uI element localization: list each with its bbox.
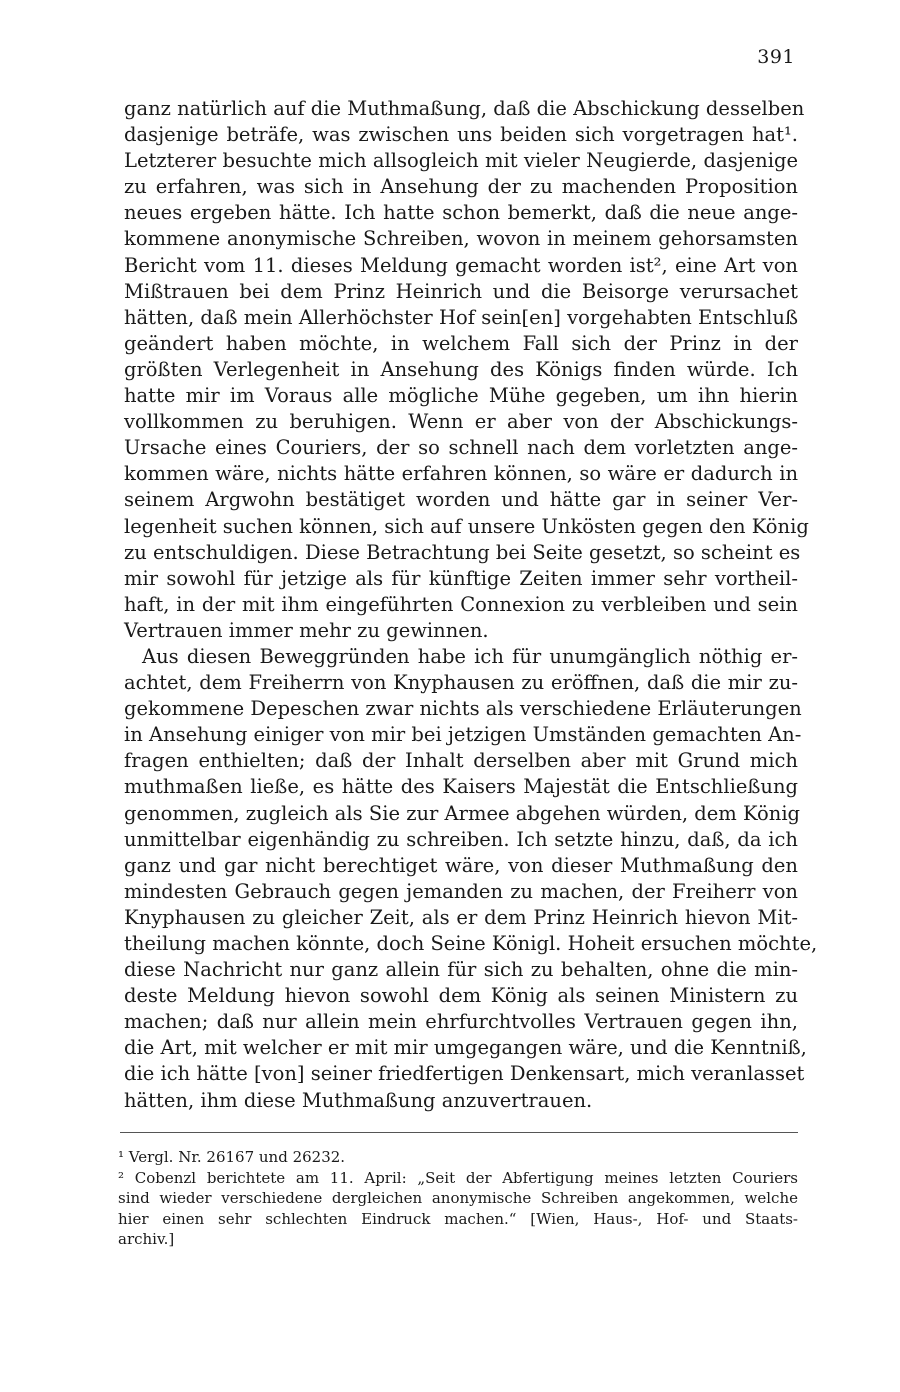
footnote-line: ¹ Vergl. Nr. 26167 und 26232. (118, 1148, 346, 1166)
footnote-line: sind wieder verschiedene dergleichen anonymische Schreiben angekommen, welche (118, 1189, 798, 1207)
text-line: Aus diesen Beweggründen habe ich für unumgänglich nöthig er- (142, 644, 798, 668)
text-line: vollkommen zu beruhigen. Wenn er aber von der Abschickungs- (124, 410, 798, 434)
text-line: zu erfahren, was sich in Ansehung der zu machenden Proposition (124, 175, 798, 199)
text-line: unmittelbar eigenhändig zu schreiben. Ich setzte hinzu, daß, da ich (124, 827, 798, 851)
text-line: Bericht vom 11. dieses Meldung gemacht worden ist², eine Art von (124, 253, 798, 277)
text-line: diese Nachricht nur ganz allein für sich zu behalten, ohne die min- (124, 958, 798, 982)
text-line: gekommene Depeschen zwar nichts als verschiedene Erläuterungen (124, 697, 802, 721)
text-line: in Ansehung einiger von mir bei jetzigen Umständen gemachten An- (124, 723, 802, 747)
text-line: Knyphausen zu gleicher Zeit, als er dem Prinz Heinrich hievon Mit- (124, 905, 798, 929)
footnote-line: hier einen sehr schlechten Eindruck machen.“ [Wien, Haus-, Hof- und Staats- (118, 1209, 798, 1228)
text-line: Letzterer besuchte mich allsogleich mit vieler Neugierde, dasjenige (124, 149, 798, 173)
text-line: ganz und gar nicht berechtiget wäre, von dieser Muthmaßung den (124, 853, 798, 877)
footnote-2 (118, 1168, 798, 1250)
text-line: hatte mir im Voraus alle mögliche Mühe gegeben, um ihn hierin (124, 384, 798, 408)
text-line: deste Meldung hievon sowohl dem König als seinen Ministern zu (124, 984, 798, 1008)
text-line: hätten, daß mein Allerhöchster Hof sein[en] vorgehabten Entschluß (124, 305, 798, 329)
text-line: die ich hätte [von] seiner friedfertigen Denkensart, mich veranlasset (124, 1062, 805, 1086)
text-line: legenheit suchen können, sich auf unsere Unkösten gegen den König (124, 514, 809, 538)
text-line: mir sowohl für jetzige als für künftige Zeiten immer sehr vortheil- (124, 566, 798, 590)
text-line: haft, in der mit ihm eingeführten Connexion zu verbleiben und sein (124, 592, 798, 616)
paragraph (124, 644, 818, 1114)
footnote-divider (120, 1132, 798, 1133)
text-line: die Art, mit welcher er mit mir umgegangen wäre, und die Kenntniß, (124, 1036, 807, 1060)
text-line: muthmaßen ließe, es hätte des Kaisers Majestät die Entschließung (124, 775, 798, 799)
paragraph (124, 96, 809, 644)
text-line: seinem Argwohn bestätiget worden und hätte gar in seiner Ver- (124, 488, 798, 512)
text-line: genommen, zugleich als Sie zur Armee abgehen würden, dem König (124, 801, 801, 825)
text-line: kommen wäre, nichts hätte erfahren können, so wäre er dadurch in (124, 462, 798, 486)
body-text (124, 96, 818, 1114)
footnote-line: ² Cobenzl berichtete am 11. April: „Seit der Abfertigung meines letzten Couriers (118, 1168, 798, 1187)
text-line: theilung machen könnte, doch Seine Königl. Hoheit ersuchen möchte, (124, 932, 818, 955)
text-line: Ursache eines Couriers, der so schnell nach dem vorletzten ange- (124, 436, 798, 460)
text-line: achtet, dem Freiherrn von Knyphausen zu eröffnen, daß die mir zu- (124, 671, 798, 695)
text-line: dasjenige beträfe, was zwischen uns beiden sich vorgetragen hat¹. (124, 123, 798, 147)
text-line: Mißtrauen bei dem Prinz Heinrich und die Beisorge verursachet (124, 279, 798, 303)
text-line: fragen enthielten; daß der Inhalt derselben aber mit Grund mich (124, 749, 798, 773)
text-line: mindesten Gebrauch gegen jemanden zu machen, der Freiherr von (124, 879, 798, 903)
page-number: 391 (757, 46, 795, 68)
footnote-line: archiv.] (118, 1230, 175, 1248)
text-line: geändert haben möchte, in welchem Fall sich der Prinz in der (124, 331, 798, 355)
text-line: machen; daß nur allein mein ehrfurchtvolles Vertrauen gegen ihn, (124, 1010, 798, 1034)
text-line: Vertrauen immer mehr zu gewinnen. (124, 618, 489, 642)
text-line: zu entschuldigen. Diese Betrachtung bei Seite gesetzt, so scheint es (124, 540, 801, 564)
footnotes (118, 1147, 798, 1250)
text-line: größten Verlegenheit in Ansehung des Königs finden würde. Ich (124, 357, 798, 381)
text-line: ganz natürlich auf die Muthmaßung, daß die Abschickung desselben (124, 97, 805, 120)
footnote-1 (118, 1147, 798, 1168)
text-line: neues ergeben hätte. Ich hatte schon bemerkt, daß die neue ange- (124, 201, 798, 225)
text-line: kommene anonymische Schreiben, wovon in meinem gehorsamsten (124, 227, 798, 251)
text-line: hätten, ihm diese Muthmaßung anzuvertrauen. (124, 1088, 593, 1112)
